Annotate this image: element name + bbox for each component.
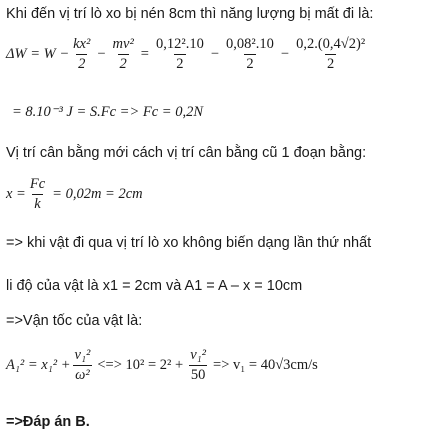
friction-force-equation: = 8.10⁻³ J = S.Fc => Fc = 0,2N [12,104,203,120]
eq4-frac-2: $\frac{\text{v₁²}}{50}$ [190,347,207,383]
eq1-frac-kx: $\frac{\text{kx²}}{2}$ [73,36,91,72]
eq1-lhs: ΔW = W − [6,46,70,62]
undeformed-position-line: => khi vật đi qua vị trí lò xo không biến dạng lần thứ nhất [6,235,372,251]
eq3-frac: $\frac{Fc}{k}$ [29,176,46,212]
new-equilibrium-line: Vị trí cân bằng mới cách vị trí cân bằng cũ 1 đoạn bằng: [6,145,367,161]
eq1-frac-mv: $\frac{\text{mv²}}{2}$ [112,36,134,72]
eq1-frac-3: $\frac{\text{0,12².10}}{2}$ [155,36,204,72]
velocity-intro-line: =>Vận tốc của vật là: [6,313,143,329]
eq4-frac-1: $\frac{\text{v₁²}}{\text{ω²}}$ [74,347,91,383]
velocity-equation: A₁² = x₁² + $\frac{\text{v₁²}}{\text{ω²}}$ <=> 10² = 2² + $\frac{\text{v₁²}}{50}$ => v₁ = 40√3cm/s [6,347,318,383]
displacement-amplitude-line: li độ của vật là x1 = 2cm và A1 = A – x = 10cm [6,278,303,294]
intro-line: Khi đến vị trí lò xo bị nén 8cm thì năng lượng bị mất đi là: [6,6,374,22]
eq1-frac-4: $\frac{\text{0,08².10}}{2}$ [226,36,274,72]
answer-line: =>Đáp án B. [6,414,90,430]
energy-loss-equation: ΔW = W − $\frac{\text{kx²}}{2}$ − $\frac{\text{mv²}}{2}$ = $\frac{\text{0,12².10}}{2}$ − $\frac{\text{0,08².10}}{2}$ − $\frac{\text{0,2.(0,4√2)²}}{2}$ [6,36,366,72]
eq1-frac-5: $\frac{\text{0,2.(0,4√2)²}}{2}$ [296,36,366,72]
displacement-equation: x = $\frac{Fc}{k}$ = 0,02m = 2cm [6,176,143,212]
